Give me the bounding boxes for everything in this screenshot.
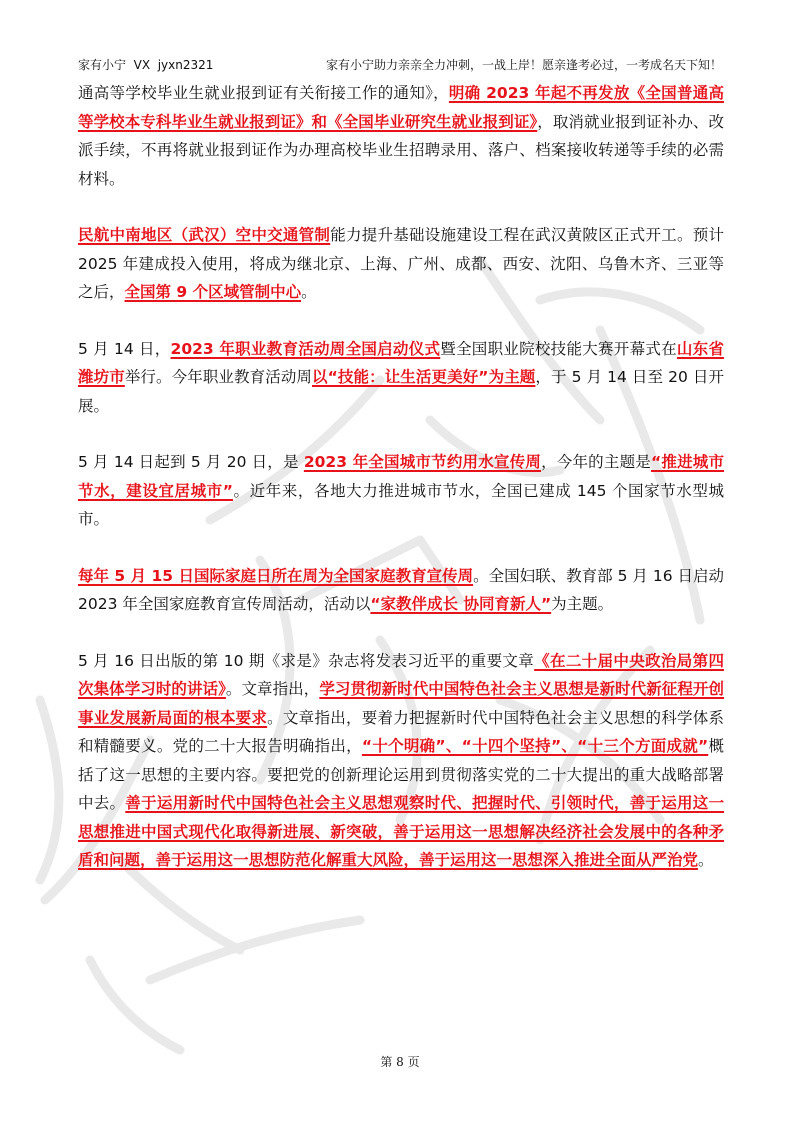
highlighted-text: 民航中南地区（武汉）空中交通管制 [78, 226, 331, 244]
header-left-text: 家有小宁 VX jyxn2321 [78, 58, 214, 72]
body-text: ，于 5 月 14 日至 20 日开展。 [78, 368, 724, 415]
highlighted-text: 2023 年全国城市节约用水宣传周 [303, 453, 542, 471]
highlighted-text: 2023 年职业教育活动周全国启动仪式 [170, 339, 441, 358]
body-text: 能力提升基础设施建设工程在武汉黄陂区正式开工。预计 2025 年建成投入使用，将成为继北京、上海、广州、成都、西安、沈阳、乌鲁木齐、三亚等之后， [78, 226, 724, 301]
body-text: 。文章指出，要着力把握新时代中国特色社会主义思想的科学体系和精髓要义。党的二十大报告明确指出， [78, 708, 724, 755]
paragraph [78, 79, 724, 193]
body-text: 暨全国职业院校技能大赛开幕式在 [440, 339, 677, 358]
paragraph [78, 335, 724, 421]
highlighted-text: 每年 5 月 15 日国际家庭日所在周为全国家庭教育宣传周 [78, 566, 474, 585]
paragraph [78, 562, 724, 619]
body-text: 。 [301, 283, 317, 301]
highlighted-text: 全国第 9 个区域管制中心 [124, 283, 302, 301]
page-header [78, 56, 722, 74]
page-number: 第 8 页 [380, 1055, 420, 1069]
body-text: ，今年的主题是 [541, 453, 651, 471]
body-text: 。全国妇联、教育部 5 月 16 日启动 2023 年全国家庭教育宣传周活动，活动以 [78, 566, 724, 613]
highlighted-text: “推进城市节水，建设宜居城市” [78, 453, 725, 500]
highlighted-text: “家教伴成长 协同育新人” [370, 595, 552, 613]
body-text: 。文章指出， [225, 680, 320, 698]
body-text: 5 月 14 日， [78, 339, 171, 358]
body-text: 概括了这一思想的主要内容。要把党的创新理论运用到贯彻落实党的二十大提出的重大战略部署中去。 [78, 737, 724, 812]
header-right-text: 家有小宁助力亲亲全力冲刺，一战上岸！愿亲逢考必过，一考成名天下知！ [325, 58, 722, 72]
body-text: 。 [698, 851, 714, 869]
body-text: 5 月 16 日出版的第 10 期《求是》杂志将发表习近平的重要文章 [78, 651, 535, 670]
body-text: 举行。今年职业教育活动周 [124, 368, 313, 386]
highlighted-text: 善于运用新时代中国特色社会主义思想观察时代、把握时代、引领时代，善于运用这一思想推进中国式现代化取得新进展、新突破，善于运用这一思想解决经济社会发展中的各种矛盾和问题，善于运用这一思想防范化解重大风险，善于运用这一思想深入推进全面从严治党 [78, 794, 724, 869]
paragraph [78, 221, 724, 307]
highlighted-text: “十个明确”、“十四个坚持”、“十三个方面成就” [361, 737, 709, 755]
body-text: 。近年来，各地大力推进城市节水，全国已建成 145 个国家节水型城市。 [78, 481, 724, 528]
highlighted-text: 以“技能：让生活更美好”为主题 [312, 368, 536, 386]
highlighted-text: 《在二十届中央政治局第四次集体学习时的讲话》 [78, 651, 724, 698]
paragraph [78, 448, 724, 534]
highlighted-text: 山东省潍坊市 [78, 339, 724, 386]
body-text: 5 月 14 日起到 5 月 20 日，是 [78, 453, 304, 471]
highlighted-text: 学习贯彻新时代中国特色社会主义思想是新时代新征程开创事业发展新局面的根本要求 [78, 680, 724, 727]
paragraph [78, 647, 724, 875]
body-text: 通高等学校毕业生就业报到证有关衔接工作的通知》， [78, 84, 449, 102]
document-body [78, 79, 724, 903]
body-text: 为主题。 [551, 595, 614, 613]
highlighted-text: 明确 2023 年起不再发放《全国普通高等学校本专科毕业生就业报到证》和《全国毕业研究生就业报到证》 [78, 84, 724, 131]
body-text: ，取消就业报到证补办、改派手续，不再将就业报到证作为办理高校毕业生招聘录用、落户、档案接收转递等手续的必需材料。 [78, 112, 724, 188]
